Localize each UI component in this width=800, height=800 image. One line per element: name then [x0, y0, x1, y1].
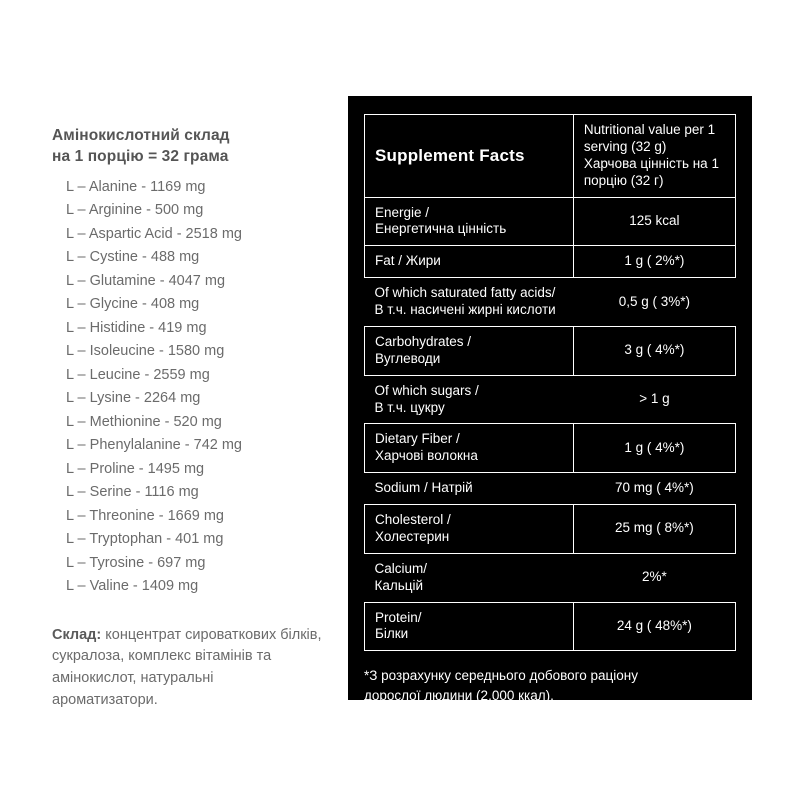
- table-row: [365, 473, 736, 505]
- ingredients-text: концентрат сироваткових білків, сукралоза, комплекс вітамінів та амінокислот, натуральні ароматизатори.: [52, 626, 322, 708]
- nutrient-label-cell: [365, 278, 574, 327]
- table-row-header: [365, 115, 736, 198]
- list-item: L – Leucine - 2559 mg: [66, 366, 210, 383]
- table-row: [365, 505, 736, 554]
- nutrient-label-line2: В т.ч. насичені жирні кислоти: [374, 302, 556, 317]
- nutrient-label-cell: [365, 326, 574, 375]
- list-item: L – Arginine - 500 mg: [66, 202, 204, 219]
- list-item: L – Valine - 1409 mg: [66, 578, 199, 595]
- serving-info-ua: Харчова цінність на 1 порцію (32 г): [583, 155, 719, 188]
- footnotes: [364, 667, 736, 724]
- nutrient-label-line1: Energie /: [375, 204, 430, 220]
- list-item: L – Proline - 1495 mg: [66, 460, 205, 477]
- nutrient-label-cell: [365, 424, 574, 473]
- nutrient-label-line2: Енергетична цінність: [375, 221, 507, 237]
- nutrient-label-line2: Кальцій: [374, 577, 424, 593]
- nutrient-label-cell: [365, 375, 574, 424]
- table-row: [365, 197, 736, 246]
- table-row: [365, 553, 736, 602]
- nutrient-label-line1: Dietary Fiber /: [375, 431, 460, 447]
- nutrient-label-line1: Fat / Жири: [375, 253, 441, 269]
- supplement-facts-panel: [348, 96, 752, 723]
- amino-acid-section: [52, 126, 342, 712]
- list-item: L – Glycine - 408 mg: [66, 296, 200, 313]
- table-row: [365, 602, 736, 651]
- nutrient-label-line1: Protein/: [375, 609, 422, 625]
- nutrient-label-line1: Carbohydrates /: [375, 333, 472, 349]
- supplement-facts-table: [364, 114, 736, 651]
- table-row: [365, 326, 736, 375]
- nutrient-value-cell: 70 mg ( 4%*): [573, 473, 735, 505]
- nutrient-label-line2: Холестерин: [375, 528, 450, 544]
- nutrient-label-line1: Sodium / Натрій: [374, 480, 473, 496]
- table-row: [365, 424, 736, 473]
- list-item: L – Histidine - 419 mg: [66, 319, 207, 336]
- amino-acid-title-line1: Амінокислотний склад: [52, 127, 230, 144]
- nutrient-value-cell: 0,5 g ( 3%*): [573, 278, 735, 327]
- list-item: L – Threonine - 1669 mg: [66, 507, 224, 524]
- list-item: L – Tyrosine - 697 mg: [66, 554, 206, 571]
- nutrient-label-cell: [365, 602, 574, 651]
- list-item: L – Tryptophan - 401 mg: [66, 531, 224, 548]
- list-item: L – Glutamine - 4047 mg: [66, 272, 226, 289]
- nutrient-label-cell: [365, 473, 574, 505]
- list-item: L – Lysine - 2264 mg: [66, 390, 201, 407]
- nutrient-label-line2: Вуглеводи: [375, 350, 441, 366]
- nutrient-label-line2: Білки: [375, 626, 409, 642]
- table-row: [365, 375, 736, 424]
- list-item: L – Alanine - 1169 mg: [66, 178, 206, 195]
- footnote-ua-line2: дорослої людини (2,000 ккал).: [364, 688, 554, 704]
- nutrient-value-cell: 3 g ( 4%*): [573, 326, 735, 375]
- supplement-facts-title-cell: [365, 115, 574, 198]
- nutrient-label-line1: Of which sugars /: [374, 382, 479, 398]
- list-item: L – Serine - 1116 mg: [66, 484, 199, 501]
- nutrient-label-cell: [365, 246, 574, 278]
- ingredients-label: Склад:: [52, 626, 102, 643]
- list-item: L – Cystine - 488 mg: [66, 249, 200, 266]
- nutrient-value-cell: > 1 g: [573, 375, 735, 424]
- supplement-facts-title: Supplement Facts: [375, 146, 525, 166]
- nutrient-value-cell: 24 g ( 48%*): [573, 602, 735, 651]
- ingredients-block: [52, 625, 322, 712]
- nutrient-value-cell: 125 kcal: [573, 197, 735, 246]
- list-item: L – Phenylalanine - 742 mg: [66, 437, 242, 454]
- nutrient-label-cell: [365, 505, 574, 554]
- footnote-ua-line1: *З розрахунку середнього добового раціону: [364, 668, 638, 684]
- nutrient-label-line1: Calcium/: [374, 560, 428, 576]
- nutrient-label-line2: В т.ч. цукру: [374, 399, 445, 415]
- nutrient-label-line1: Cholesterol /: [375, 512, 451, 527]
- nutrient-value-cell: 1 g ( 4%*): [573, 424, 735, 473]
- list-item: L – Aspartic Acid - 2518 mg: [66, 225, 242, 242]
- list-item: L – Methionine - 520 mg: [66, 413, 222, 430]
- serving-info-en: Nutritional value per 1 serving (32 g): [583, 122, 716, 154]
- footnote-en: *Reference intake of an average adult (2,000 kcal).: [364, 707, 669, 723]
- amino-acid-title: [52, 126, 342, 168]
- nutrient-label-line1: Of which saturated fatty acids/: [374, 285, 556, 301]
- table-row: [365, 246, 736, 278]
- nutrient-label-cell: [365, 553, 574, 602]
- nutrient-label-line2: Харчові волокна: [375, 448, 478, 464]
- nutrient-value-cell: 1 g ( 2%*): [573, 246, 735, 278]
- amino-acid-title-line2: на 1 порцію = 32 грама: [52, 147, 229, 165]
- nutrient-label-cell: [365, 197, 574, 246]
- nutrient-value-cell: 2%*: [573, 553, 735, 602]
- table-row: [365, 278, 736, 327]
- serving-info-cell: [573, 115, 735, 198]
- amino-acid-list: [52, 176, 342, 599]
- nutrient-value-cell: 25 mg ( 8%*): [573, 505, 735, 554]
- list-item: L – Isoleucine - 1580 mg: [66, 343, 225, 360]
